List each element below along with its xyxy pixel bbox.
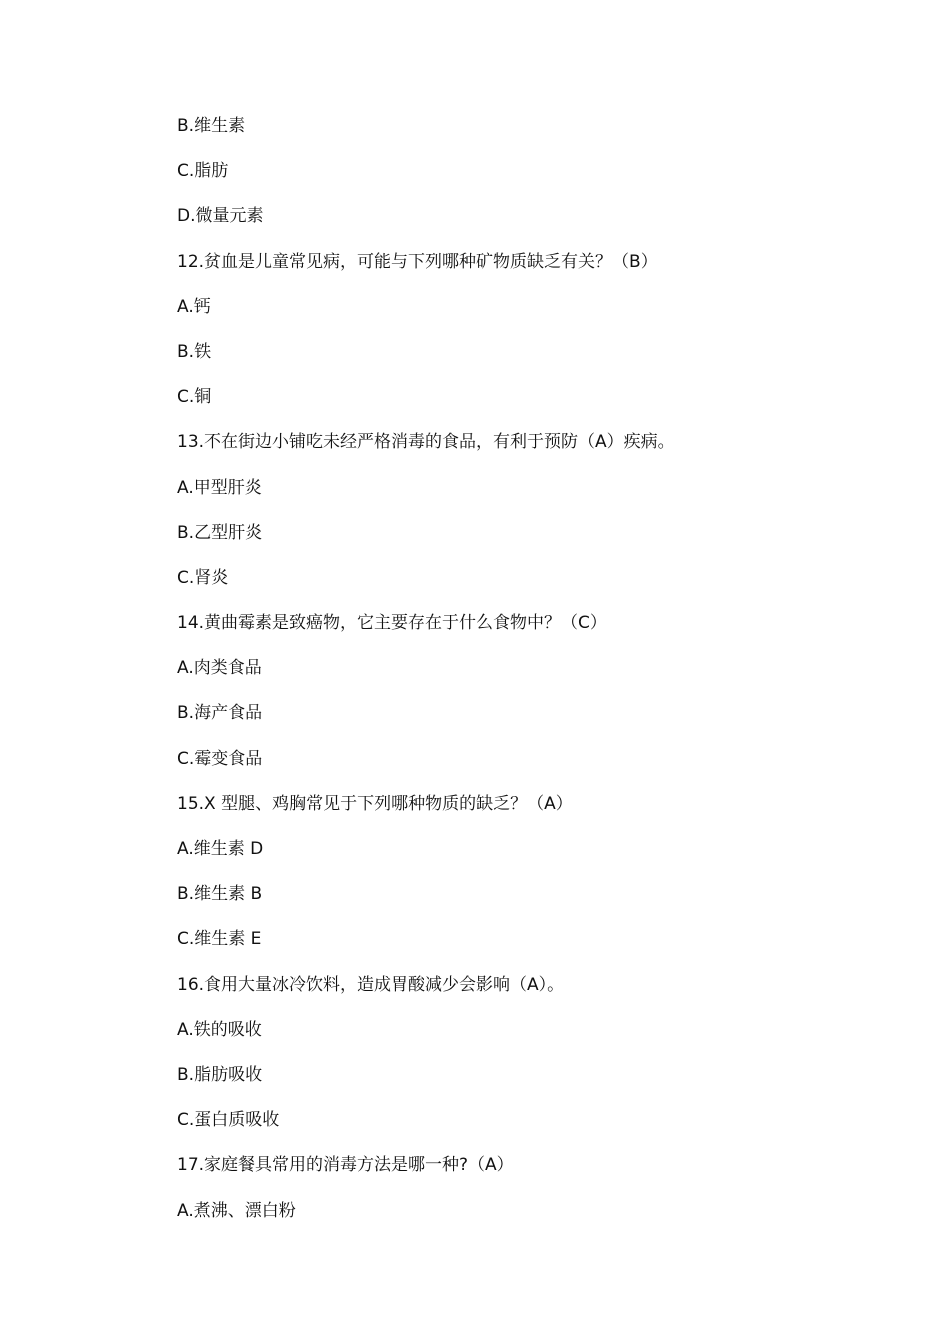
- option-text: C.霉变食品: [177, 748, 263, 769]
- option-text: A.钙: [177, 296, 211, 317]
- question-text: 13.不在街边小铺吃未经严格消毒的食品，有利于预防（A）疾病。: [177, 432, 675, 453]
- option-text: B.铁: [177, 341, 212, 362]
- option-text: B.维生素: [177, 116, 246, 136]
- option-text: D.微量元素: [177, 206, 264, 227]
- option-text: C.脂肪: [177, 161, 229, 182]
- option-text: C.维生素 E: [177, 929, 262, 950]
- option-text: B.乙型肝炎: [177, 522, 263, 543]
- option-text: B.维生素 B: [177, 884, 263, 905]
- option-text: C.铜: [177, 387, 212, 408]
- document-body: [177, 111, 877, 1241]
- option-text: C.肾炎: [177, 567, 229, 588]
- option-text: A.煮沸、漂白粉: [177, 1200, 296, 1221]
- question-text: 15.X 型腿、鸡胸常见于下列哪种物质的缺乏？（A）: [177, 793, 573, 814]
- question-text: 12.贫血是儿童常见病，可能与下列哪种矿物质缺乏有关？（B）: [177, 251, 658, 272]
- option-text: B.脂肪吸收: [177, 1064, 263, 1085]
- option-text: A.肉类食品: [177, 658, 262, 679]
- question-text: 16.食用大量冰冷饮料，造成胃酸减少会影响（A）。: [177, 974, 565, 995]
- option-text: A.甲型肝炎: [177, 477, 262, 498]
- question-text: 17.家庭餐具常用的消毒方法是哪一种?（A）: [177, 1155, 514, 1176]
- option-text: A.铁的吸收: [177, 1019, 262, 1040]
- option-text: C.蛋白质吸收: [177, 1110, 280, 1131]
- option-text: A.维生素 D: [177, 839, 264, 859]
- option-text: B.海产食品: [177, 703, 263, 724]
- question-text: 14.黄曲霉素是致癌物，它主要存在于什么食物中？（C）: [177, 613, 607, 634]
